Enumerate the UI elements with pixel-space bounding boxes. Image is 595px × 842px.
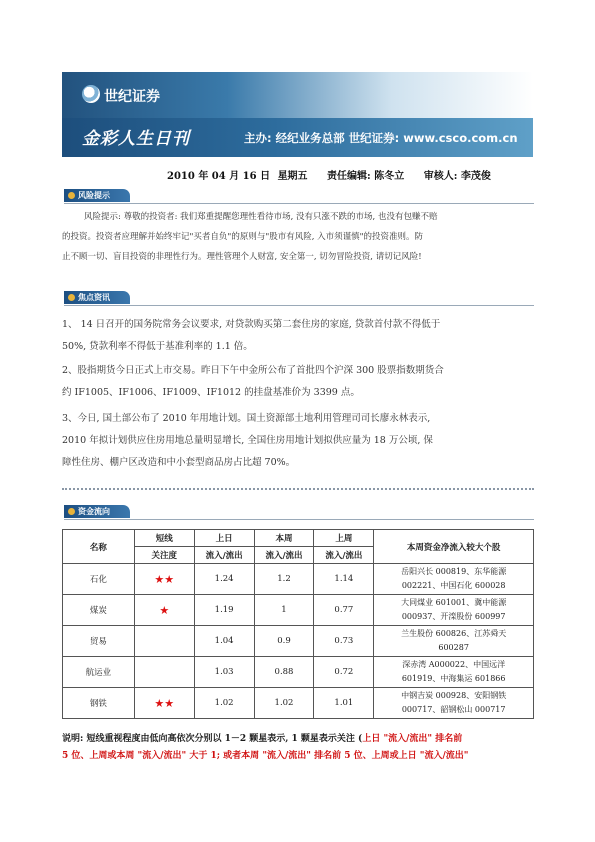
reviewer: 审核人: 李茂俊 [423,171,491,182]
top-stocks-line: 600287 [438,643,469,652]
issue-date: 2010 年 04 月 16 日 [167,171,271,182]
header-short-bottom: 关注度 [134,547,194,564]
header-banner [62,72,533,157]
attention-stars: ★ [134,595,194,626]
table-row [63,564,534,595]
this-week-ratio: 1.2 [254,564,314,595]
focus-section-tab [64,291,130,304]
risk-line-1: 风险提示: 尊敬的投资者: 我们郑重提醒您理性看待市场, 没有只涨不跌的市场, 也没有包赚不赔 [84,212,438,222]
news-item-2-line-1: 2、股指期货今日正式上市交易。昨日下午中金所公布了首批四个沪深 300 股票指数期货合 [62,365,444,376]
bullet-icon [68,192,75,199]
table-row [63,626,534,657]
table-row [63,595,534,626]
top-stocks-line: 兰生股份 600826、江苏舜天 [401,629,507,638]
news-item-1-line-1: 1、 14 日召开的国务院常务会议要求, 对贷款购买第二套住房的家庭, 贷款首付款不得低于 [62,319,441,330]
top-stocks-line: 大同煤业 601001、冀中能源 [401,598,507,607]
table-row [63,688,534,719]
bullet-icon [68,294,75,301]
header-this-week: 本周 [254,530,314,547]
risk-line-3: 止不顾一切、盲目投资的非理性行为。理性管理个人财富, 安全第一, 切勿冒险投资, 请切记风险! [62,252,422,262]
top-stocks-line: 岳阳兴长 000819、东华能源 [401,567,507,576]
this-week-ratio: 0.88 [254,657,314,688]
bullet-icon [68,508,75,515]
table-row [63,657,534,688]
top-stocks-line: 000937、开滦股份 600997 [401,612,506,621]
top-stocks-line: 中钢吉炭 000928、安阳钢铁 [401,691,507,700]
last-day-ratio: 1.19 [194,595,254,626]
top-stocks-line: 601919、中海集运 601866 [401,674,506,683]
fund-flow-section-tab [64,505,130,518]
top-stocks [374,657,534,688]
dateline [167,167,495,182]
last-week-ratio: 1.14 [314,564,374,595]
attention-stars: ★★ [134,564,194,595]
header-ratio: 流入/流出 [194,547,254,564]
fund-flow-section-rule [64,519,534,520]
news-item-3-line-3: 障性住房、棚户区改造和中小套型商品房占比超 70%。 [62,457,296,468]
footnote [62,731,540,765]
company-logo-icon [82,85,100,103]
last-week-ratio: 1.01 [314,688,374,719]
last-day-ratio: 1.03 [194,657,254,688]
last-day-ratio: 1.02 [194,688,254,719]
last-day-ratio: 1.24 [194,564,254,595]
attention-stars [134,657,194,688]
top-stocks-line: 深赤湾 A000022、中国远洋 [402,660,506,669]
top-stocks [374,688,534,719]
footnote-red-2: 5 位、上周或本周 "流入/流出" 大于 1; 或者本周 "流入/流出" 排名前 5 位、上周或上日 "流入/流出" [62,751,469,761]
risk-section-title: 风险提示 [78,191,110,200]
header-last-day: 上日 [194,530,254,547]
risk-line-2: 的投资。投资者应理解并始终牢记"买者自负"的原则与"股市有风险, 入市须谨慎"的投资准则。防 [62,232,424,242]
sector-name: 石化 [63,564,135,595]
attention-stars: ★★ [134,688,194,719]
table-header-row [63,530,534,547]
sector-name: 贸易 [63,626,135,657]
header-last-week: 上周 [314,530,374,547]
this-week-ratio: 1 [254,595,314,626]
news-item-3-line-2: 2010 年拟计划供应住房用地总量明显增长, 全国住房用地计划拟供应量为 18 万公顷, 保 [62,435,433,446]
this-week-ratio: 0.9 [254,626,314,657]
news-item-3-line-1: 3、今日, 国土部公布了 2010 年用地计划。国土资源部土地利用管理司司长廖永林表示, [62,413,431,424]
top-stocks [374,564,534,595]
fund-flow-table [62,529,534,719]
sector-name: 煤炭 [63,595,135,626]
last-week-ratio: 0.77 [314,595,374,626]
header-short-top: 短线 [134,530,194,547]
last-week-ratio: 0.73 [314,626,374,657]
header-ratio: 流入/流出 [254,547,314,564]
publication-title: 金彩人生日刊 [82,129,190,149]
news-item-1-line-2: 50%, 贷款利率不得低于基准利率的 1.1 倍。 [62,341,253,352]
header-top-stocks: 本周资金净流入较大个股 [374,530,534,564]
this-week-ratio: 1.02 [254,688,314,719]
sector-name: 航运业 [63,657,135,688]
top-stocks [374,626,534,657]
last-week-ratio: 0.72 [314,657,374,688]
sector-name: 钢铁 [63,688,135,719]
top-stocks [374,595,534,626]
attention-stars [134,626,194,657]
company-logo-text: 世纪证券 [104,89,160,105]
dotted-divider [62,488,534,490]
risk-section-tab [64,189,130,202]
risk-section-rule [64,203,534,204]
news-item-2-line-2: 约 IF1005、IF1006、IF1009、IF1012 的挂盘基准价为 3399 点。 [62,387,360,398]
sponsor-line: 主办: 经纪业务总部 世纪证券: www.csco.com.cn [244,131,518,145]
focus-section-rule [64,305,534,306]
focus-section-title: 焦点资讯 [78,293,110,302]
fund-flow-section-title: 资金流向 [78,507,110,516]
header-name: 名称 [63,530,135,564]
top-stocks-line: 002221、中国石化 600028 [401,581,506,590]
issue-weekday: 星期五 [277,171,308,182]
last-day-ratio: 1.04 [194,626,254,657]
top-stocks-line: 000717、韶钢松山 000717 [401,705,506,714]
footnote-prefix: 说明: 短线重视程度由低向高依次分别以 1－2 颗星表示, 1 颗星表示关注 ( [62,734,363,744]
footnote-red-1: 上日 "流入/流出" 排名前 [362,734,463,744]
header-ratio: 流入/流出 [314,547,374,564]
editor: 责任编辑: 陈冬立 [327,171,405,182]
